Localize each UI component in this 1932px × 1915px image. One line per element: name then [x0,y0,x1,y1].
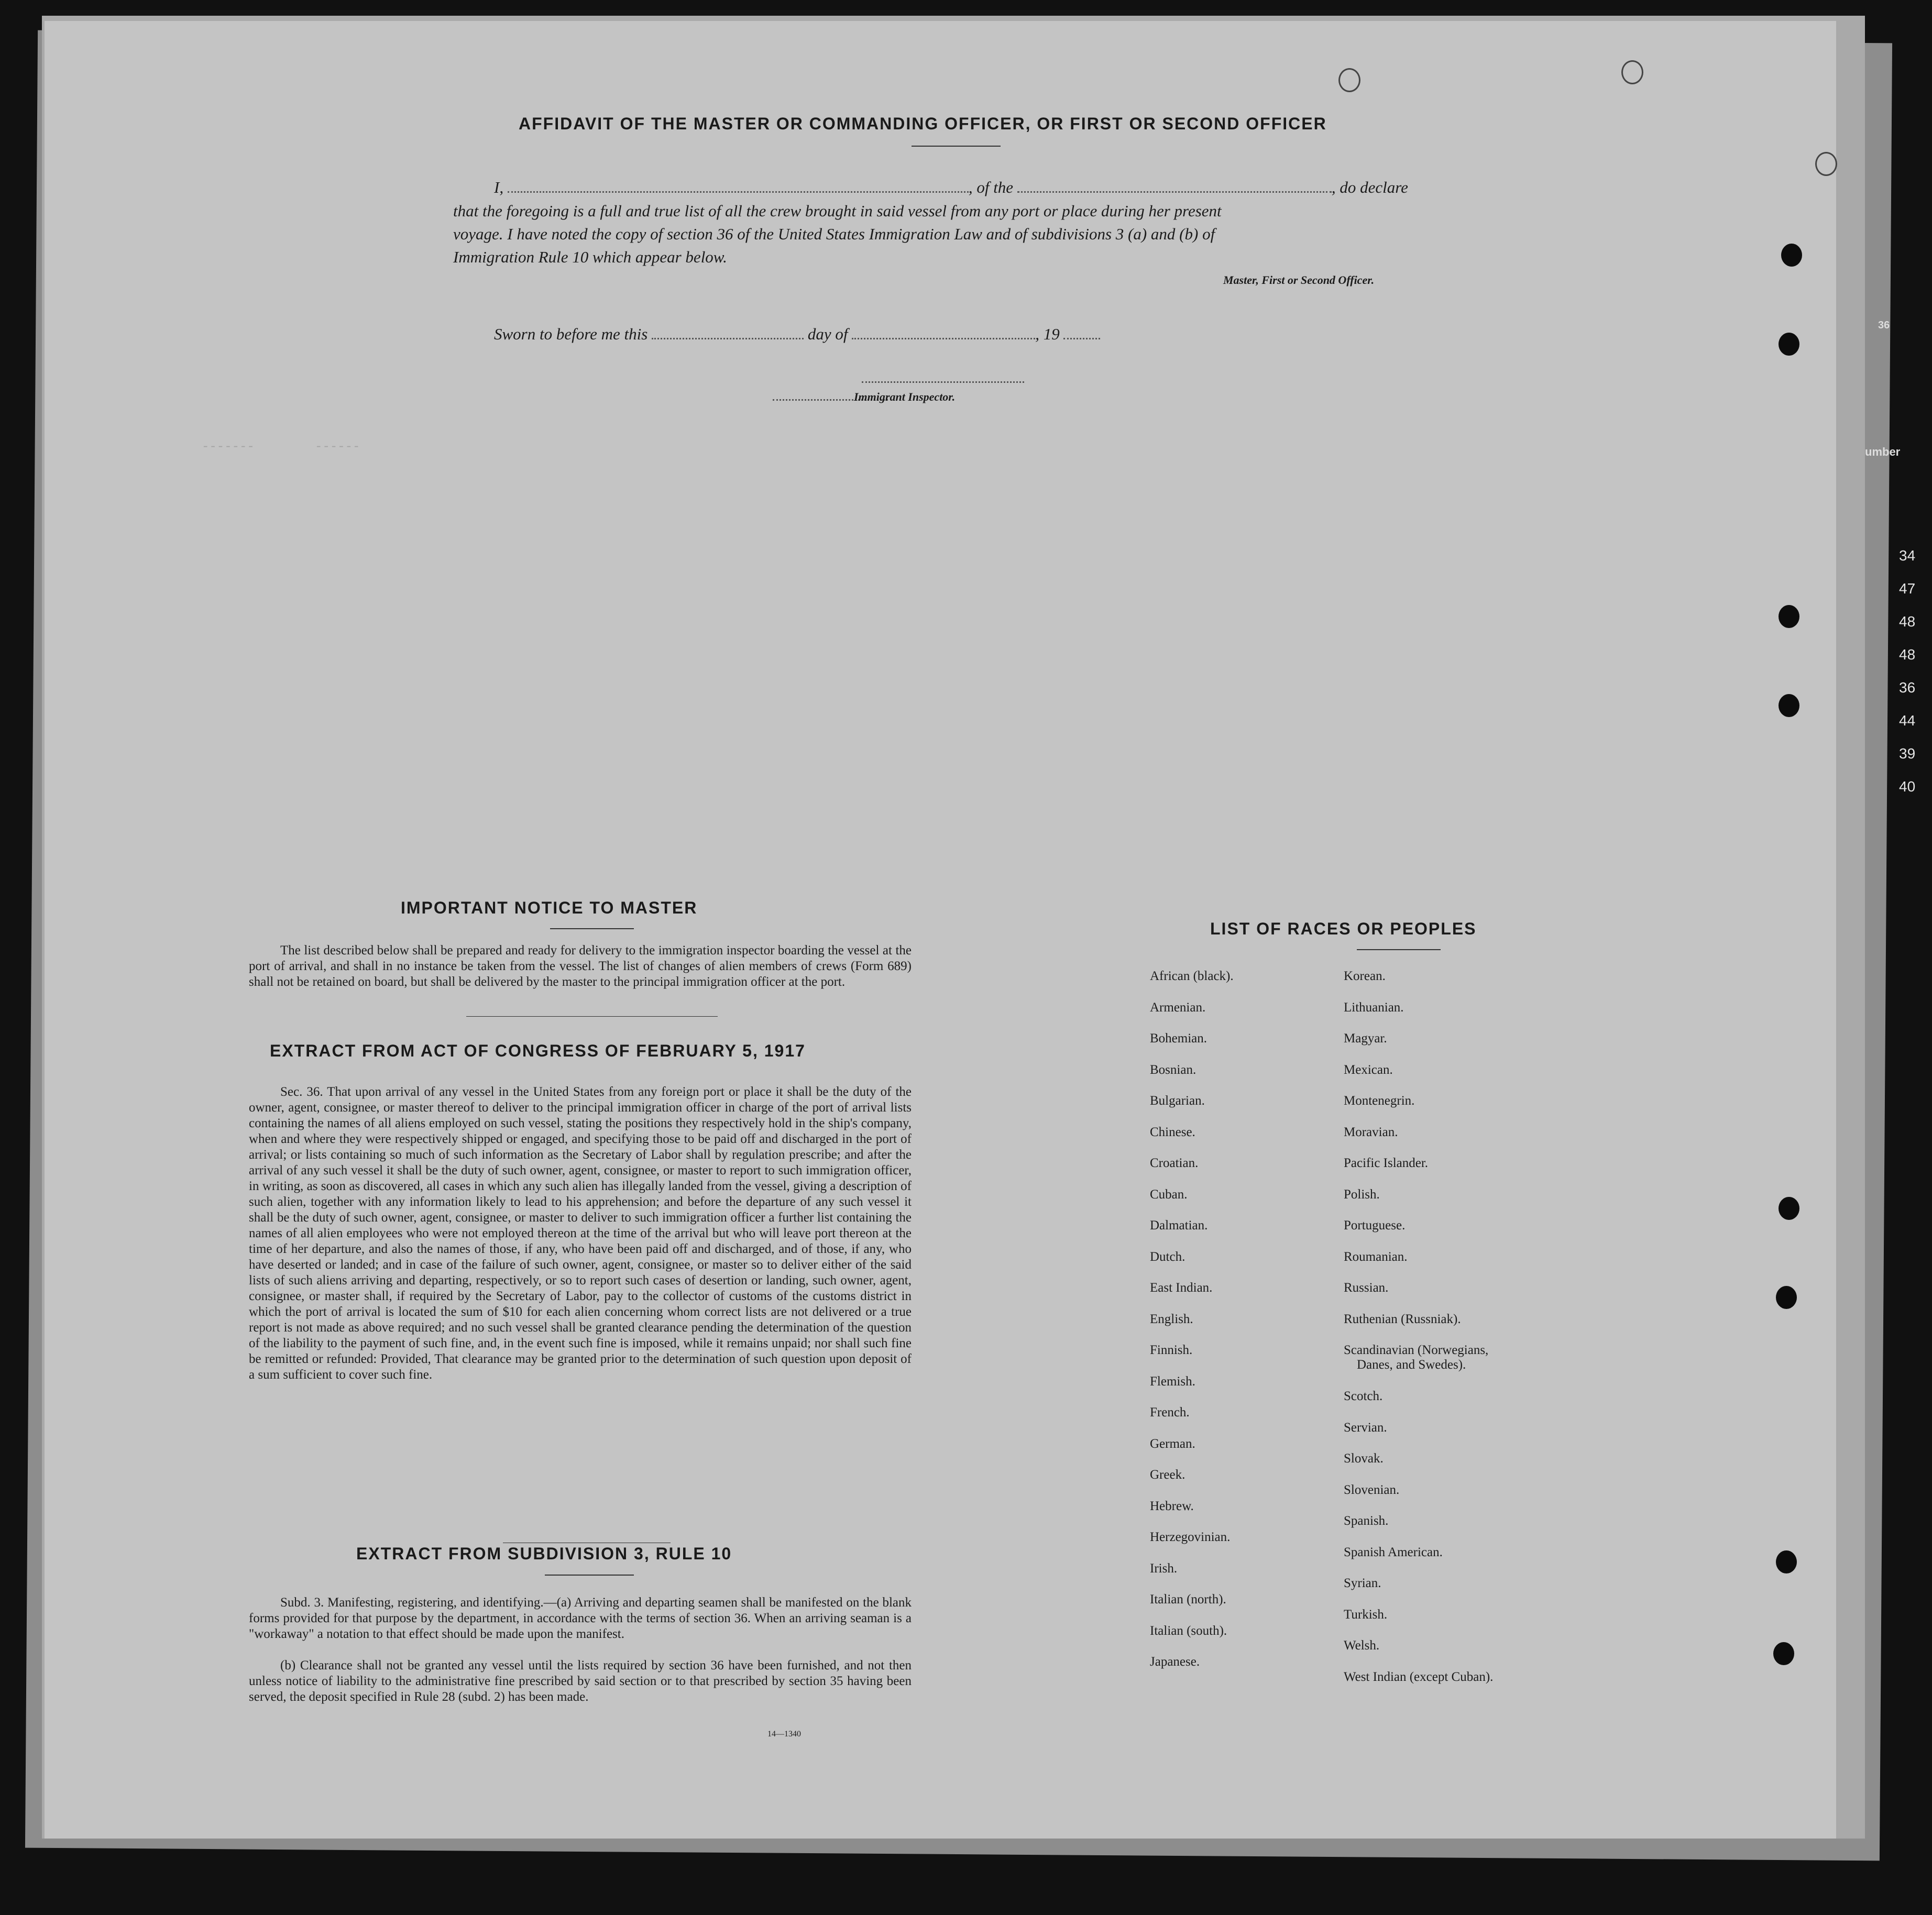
punch-hole [1779,1197,1799,1220]
race-item: Greek. [1150,1468,1185,1482]
notice-title-rule [550,928,634,929]
race-item: Slovak. [1344,1451,1384,1466]
race-item: Portuguese. [1344,1218,1406,1232]
race-item: Flemish. [1150,1374,1195,1389]
master-signature-caption: Master, First or Second Officer. [1223,273,1375,287]
rule-para-b: (b) Clearance shall not be granted any vessel until the lists required by section 36 have been furnished, and not then unless notice of liability to the administrative fine prescribed by said section or to that prescribed by section 35 having been served, the deposit specified in Rule 28 (subd. 2) has been made. [249,1658,912,1704]
day-of-label: day of [807,325,848,343]
sworn-label: Sworn to before me this [494,325,648,343]
act-extract-title: EXTRACT FROM ACT OF CONGRESS OF FEBRUARY 5, 1917 [270,1041,806,1060]
tally-number: 34 [1899,547,1916,564]
race-item: Spanish American. [1344,1545,1443,1559]
race-item: Bohemian. [1150,1031,1208,1045]
affidavit-statement-2: voyage. I have noted the copy of section 36 of the United States Immigration Law and of subdivisions 3 (a) and (b) of [453,225,1215,243]
race-item: Welsh. [1344,1638,1380,1653]
punch-hole [1779,333,1799,356]
race-item: Danes, and Swedes). [1357,1358,1466,1372]
race-item: Polish. [1344,1187,1380,1202]
race-item: Ruthenian (Russniak). [1344,1312,1461,1326]
i-label: I, [494,178,504,196]
race-item: English. [1150,1312,1193,1326]
race-item: Japanese. [1150,1655,1200,1669]
punch-hole [1776,1550,1797,1573]
punch-hole-ring [1815,152,1837,176]
affidavit-declaration-line [494,178,1408,197]
tally-number: 40 [1899,778,1916,795]
race-item: Italian (south). [1150,1623,1227,1638]
race-item: Montenegrin. [1344,1094,1415,1108]
races-title-rule [1357,949,1441,950]
tally-number: 39 [1899,745,1916,762]
sworn-month-blank[interactable] [852,325,1035,339]
punch-hole-ring [1621,60,1643,84]
race-item: Scotch. [1344,1389,1383,1404]
race-item: Bosnian. [1150,1062,1196,1077]
punch-hole [1776,1286,1797,1309]
race-item: Slovenian. [1344,1482,1400,1497]
do-declare-label: , do declare [1331,178,1408,196]
tally-number: 44 [1899,712,1916,729]
race-item: Irish. [1150,1561,1178,1576]
margin-page-number: 36 [1878,320,1890,331]
race-item: French. [1150,1405,1190,1419]
form-page [45,21,1836,1839]
punch-hole [1779,605,1799,628]
punch-hole [1773,1642,1794,1665]
race-item: East Indian. [1150,1281,1213,1295]
race-item: Mexican. [1344,1062,1393,1077]
race-item: West Indian (except Cuban). [1344,1669,1494,1684]
sworn-day-blank[interactable] [652,325,804,339]
race-item: Dalmatian. [1150,1218,1208,1232]
race-item: Lithuanian. [1344,1000,1404,1015]
race-item: German. [1150,1436,1195,1451]
punch-hole [1781,244,1802,267]
affidavit-title-rule [912,146,1001,147]
race-item: Dutch. [1150,1249,1185,1264]
rule-extract-title: EXTRACT FROM SUBDIVISION 3, RULE 10 [356,1544,732,1563]
margin-column-fragment: umber [1865,445,1901,458]
bleed-through-text: ------- ------ [202,440,360,454]
punch-hole-ring [1338,68,1360,92]
vessel-blank[interactable] [1017,179,1332,193]
tally-number: 48 [1899,646,1916,663]
form-number: 14—1340 [767,1730,801,1738]
race-item: Cuban. [1150,1187,1188,1202]
race-item: Finnish. [1150,1343,1193,1357]
race-item: Korean. [1344,969,1386,983]
race-item: Roumanian. [1344,1249,1408,1264]
rule-extract-title-rule [545,1575,634,1576]
race-item: African (black). [1150,969,1234,983]
sworn-line [494,325,1100,344]
race-item: Herzegovinian. [1150,1530,1231,1544]
rule-para-a: Subd. 3. Manifesting, registering, and identifying.—(a) Arriving and departing seamen shall be manifested on the blank forms provided for that purpose by the department, in accordance with the terms of section 36. When an arriving seaman is a "workaway" a notation to that effect should be made upon the manifest. [249,1595,912,1641]
races-title: LIST OF RACES OR PEOPLES [1210,919,1477,938]
year-label: , 19 [1035,325,1060,343]
tally-number: 36 [1899,679,1916,696]
race-item: Chinese. [1150,1125,1195,1139]
sworn-year-blank[interactable] [1063,325,1100,339]
tally-number: 48 [1899,613,1916,630]
name-blank[interactable] [508,179,969,193]
affidavit-title: AFFIDAVIT OF THE MASTER OR COMMANDING OFFICER, OR FIRST OR SECOND OFFICER [519,114,1327,133]
race-item: Russian. [1344,1281,1389,1295]
of-the-label: , of the [968,178,1014,196]
inspector-caption: Immigrant Inspector. [854,390,956,403]
race-item: Croatian. [1150,1156,1199,1170]
race-item: Turkish. [1344,1607,1388,1622]
race-item: Syrian. [1344,1576,1381,1591]
race-item: Bulgarian. [1150,1094,1205,1108]
race-item: Pacific Islander. [1344,1156,1429,1170]
race-item: Moravian. [1344,1125,1398,1139]
tally-number: 47 [1899,580,1916,597]
race-item: Spanish. [1344,1514,1389,1528]
punch-hole [1779,694,1799,717]
affidavit-statement-1: that the foregoing is a full and true list of all the crew brought in said vessel from any port or place during her present [453,202,1222,220]
inspector-signature-line[interactable] [862,381,1024,383]
notice-title: IMPORTANT NOTICE TO MASTER [401,898,698,917]
race-item: Magyar. [1344,1031,1387,1045]
notice-text: The list described below shall be prepared and ready for delivery to the immigration inspector boarding the vessel at the port of arrival, and shall in no instance be taken from the vessel. The list of changes of alien members of crews (Form 689) shall not be retained on board, but shall be delivered by the master to the principal immigration officer at the port. [249,943,912,989]
race-item: Italian (north). [1150,1592,1226,1606]
race-item: Scandinavian (Norwegians, [1344,1343,1489,1357]
race-item: Armenian. [1150,1000,1206,1015]
act-extract-text: Sec. 36. That upon arrival of any vessel in the United States from any foreign port or place it shall be the duty of the owner, agent, consignee, or master thereof to deliver to the principal immigration officer in charge of the port of arrival lists containing the names of all aliens employed on such vessel, stating the positions they respectively hold in the ship's company, when and where they were respectively shipped or engaged, and specifying those to be paid off and discharged in the port of arrival; or lists containing so much of such information as the Secretary of Labor shall by regulation prescribe; and after the arrival of any such vessel it shall be the duty of such owner, agent, consignee, or master to report to such immigration officer, in writing, as soon as discovered, all cases in which any such alien has illegally landed from the vessel, giving a description of such alien, together with any information likely to lead to his apprehension; and before the departure of any such vessel it shall be the duty of such owner, agent, consignee, or master to deliver to such immigration officer a further list containing the names of all alien employees who were not employed thereon at the time of the arrival but who will leave port thereon at the time of her departure, and also the names of those, if any, who have been paid off and discharged, and of those, if any, who have deserted or landed; and in case of the failure of such owner, agent, consignee, or master so to deliver either of the said lists of such aliens arriving and departing, respectively, or so to report such cases of desertion or landing, such owner, agent, consignee, or master shall, if required by the Secretary of Labor, pay to the collector of customs of the customs district in which the port of arrival is located the sum of $10 for each alien concerning whom correct lists are not delivered or a true report is not made as above required; and no such vessel shall be granted clearance pending the determination of the question of the liability to the payment of such fine, and, in the event such fine is imposed, while it remains unpaid; nor shall such fine be remitted or refunded: Provided, That clearance may be granted prior to the determination of such question upon deposit of a sum sufficient to cover such fine. [249,1085,912,1382]
notice-divider [466,1016,718,1017]
affidavit-statement-3: Immigration Rule 10 which appear below. [453,248,727,266]
race-item: Servian. [1344,1420,1387,1435]
race-item: Hebrew. [1150,1499,1194,1513]
